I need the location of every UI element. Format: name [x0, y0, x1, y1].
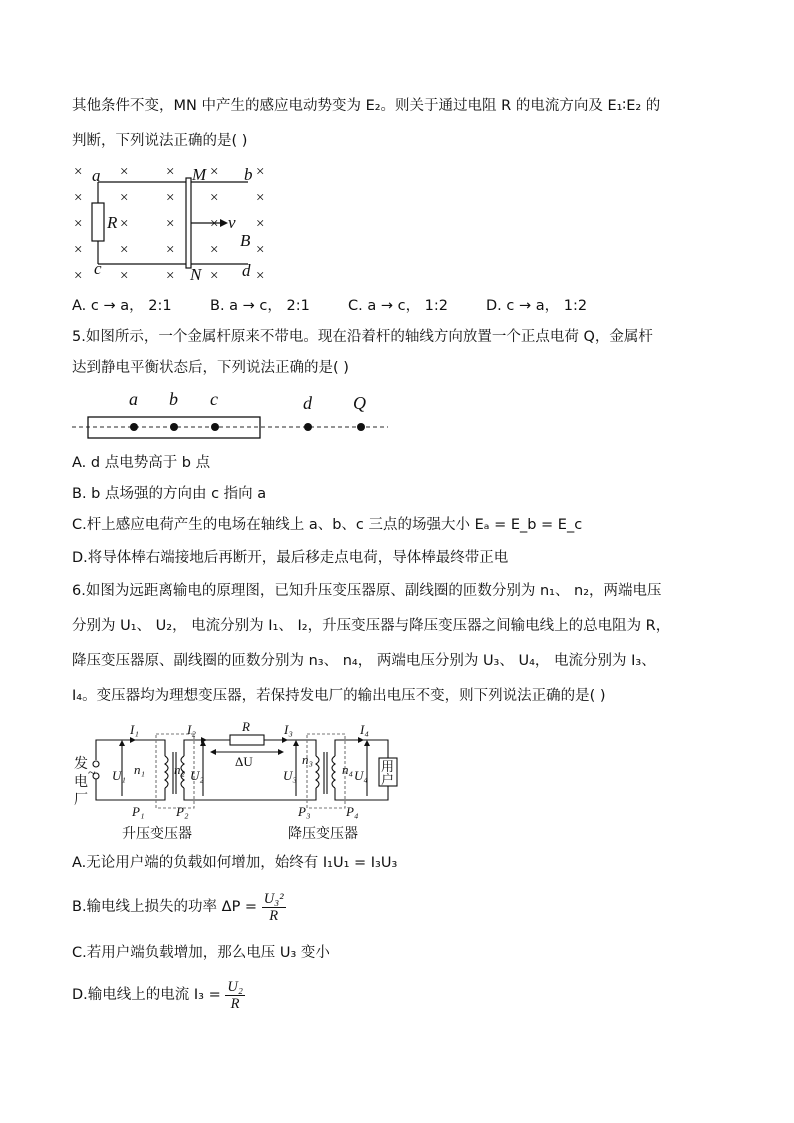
- cross-mark: ×: [74, 268, 83, 284]
- velocity-arrowhead: [220, 219, 228, 227]
- cross-mark: ×: [74, 190, 83, 206]
- cross-mark: ×: [256, 268, 265, 284]
- label-d: d: [242, 261, 251, 280]
- q6-stem-line2: 分别为 U₁、 U₂， 电流分别为 I₁、 I₂，升压变压器与降压变压器之间输电线上的总电阻为 R，: [72, 618, 671, 634]
- fraction-numerator: U₃²: [263, 890, 284, 907]
- label-n2: n₂: [174, 762, 186, 777]
- cross-mark: ×: [210, 242, 219, 258]
- label-v: v: [228, 213, 236, 232]
- label-u1: U₁: [112, 768, 126, 783]
- label-p4: P₄: [346, 804, 359, 819]
- label-i1: I₁: [130, 722, 139, 737]
- label-b: b: [169, 389, 178, 409]
- label-p3: P₃: [298, 804, 311, 819]
- q5-figure-metal-rod: [70, 385, 390, 445]
- q5-stem-line2: 达到静电平衡状态后，下列说法正确的是( ): [72, 360, 349, 376]
- label-generator-1: 发: [74, 757, 88, 772]
- label-a: a: [129, 389, 138, 409]
- label-u2: U₂: [190, 768, 204, 783]
- q4-stem-line2: 判断，下列说法正确的是( ): [72, 133, 248, 149]
- cross-mark: ×: [166, 268, 175, 284]
- cross-mark: ×: [74, 242, 83, 258]
- label-n3: n₃: [302, 752, 314, 767]
- option-b-text: B.输电线上损失的功率 ΔP =: [72, 899, 258, 915]
- point-b: [170, 423, 178, 431]
- cross-mark: ×: [256, 190, 265, 206]
- cross-mark: ×: [166, 242, 175, 258]
- label-b-field: B: [240, 231, 251, 250]
- q6-figure-power-transmission: [70, 716, 420, 844]
- cross-mark: ×: [210, 164, 219, 180]
- label-d: d: [303, 393, 312, 413]
- q5-option-a[interactable]: A. d 点电势高于 b 点: [72, 455, 211, 471]
- rod-mn: [186, 178, 191, 268]
- q6-option-a[interactable]: A.无论用户端的负载如何增加，始终有 I₁U₁ = I₃U₃: [72, 855, 398, 871]
- point-d: [304, 423, 312, 431]
- label-u4: U₄: [354, 768, 368, 783]
- label-i4: I₄: [360, 722, 369, 737]
- label-u3: U₃: [283, 768, 297, 783]
- cross-mark: ×: [120, 216, 129, 232]
- q5-stem-line1: 5.如图所示，一个金属杆原来不带电。现在沿着杆的轴线方向放置一个正点电荷 Q，金属杆: [72, 329, 653, 345]
- q6-stem-line1: 6.如图为远距离输电的原理图，已知升压变压器原、副线圈的匝数分别为 n₁、 n₂，两端电压: [72, 583, 662, 599]
- cross-mark: ×: [210, 190, 219, 206]
- q4-stem-line1: 其他条件不变，MN 中产生的感应电动势变为 E₂。则关于通过电阻 R 的电流方向及 E₁∶E₂ 的: [72, 98, 661, 114]
- label-c: c: [210, 389, 218, 409]
- q6-option-b[interactable]: [72, 890, 286, 924]
- cross-mark: ×: [74, 216, 83, 232]
- label-n: N: [190, 265, 202, 284]
- label-generator-3: 厂: [74, 793, 88, 808]
- cross-mark: ×: [256, 242, 265, 258]
- cross-mark: ×: [74, 164, 83, 180]
- option-d[interactable]: D. c → a， 1:2: [486, 298, 588, 314]
- cross-mark: ×: [256, 164, 265, 180]
- label-q: Q: [353, 393, 366, 413]
- label-i2: I₂: [187, 722, 196, 737]
- label-step-down-transformer: 降压变压器: [288, 827, 358, 842]
- q5-option-c[interactable]: C.杆上感应电荷产生的电场在轴线上 a、b、c 三点的场强大小 Eₐ = E_b = E_c: [72, 517, 583, 533]
- label-i3: I₃: [284, 722, 293, 737]
- option-b-fraction: [262, 891, 286, 924]
- cross-mark: ×: [120, 164, 129, 180]
- q6-option-d[interactable]: [72, 978, 245, 1012]
- label-generator-2: 电: [74, 775, 88, 790]
- option-a[interactable]: A. c → a， 2:1: [72, 298, 172, 314]
- q5-option-b[interactable]: B. b 点场强的方向由 c 指向 a: [72, 486, 267, 502]
- label-p1: P₁: [132, 804, 145, 819]
- q6-stem-line3: 降压变压器原、副线圈的匝数分别为 n₃、 n₄， 两端电压分别为 U₃、 U₄， 电流分别为 I₃、: [72, 653, 656, 669]
- resistor-r: [92, 203, 104, 241]
- fraction-denominator: R: [269, 907, 279, 924]
- charge-q: [357, 423, 365, 431]
- label-r: R: [107, 213, 118, 232]
- label-user-2: 户: [381, 772, 395, 787]
- q4-figure-rails-magnetic-field: [70, 158, 280, 288]
- q6-stem-line4: I₄。变压器均为理想变压器，若保持发电厂的输出电压不变，则下列说法正确的是( ): [72, 688, 606, 704]
- fraction-denominator: R: [230, 995, 240, 1012]
- label-n1: n₁: [134, 762, 146, 777]
- cross-mark: ×: [120, 242, 129, 258]
- cross-mark: ×: [256, 216, 265, 232]
- label-r: R: [242, 719, 250, 734]
- cross-mark: ×: [210, 216, 219, 232]
- label-c: c: [94, 259, 102, 278]
- label-delta-u: ΔU: [235, 754, 253, 769]
- label-n4: n₄: [342, 762, 354, 777]
- fraction-numerator: U₂: [227, 978, 243, 995]
- label-p2: P₂: [176, 804, 189, 819]
- label-m: M: [192, 165, 207, 184]
- ac-symbol: ~: [88, 766, 96, 781]
- point-c: [211, 423, 219, 431]
- cross-mark: ×: [120, 190, 129, 206]
- option-d-text: D.输电线上的电流 I₃ =: [72, 987, 221, 1003]
- q4-options: [72, 296, 587, 316]
- point-a: [130, 423, 138, 431]
- cross-mark: ×: [210, 268, 219, 284]
- cross-mark: ×: [166, 190, 175, 206]
- q6-option-c[interactable]: C.若用户端负载增加，那么电压 U₃ 变小: [72, 945, 330, 961]
- label-step-up-transformer: 升压变压器: [122, 827, 192, 842]
- label-user-1: 用: [381, 759, 395, 774]
- q5-option-d[interactable]: D.将导体棒右端接地后再断开，最后移走点电荷，导体棒最终带正电: [72, 550, 509, 566]
- option-b[interactable]: B. a → c， 2:1: [210, 298, 310, 314]
- cross-mark: ×: [166, 164, 175, 180]
- label-a: a: [92, 166, 101, 185]
- cross-mark: ×: [120, 268, 129, 284]
- option-c[interactable]: C. a → c， 1:2: [348, 298, 449, 314]
- label-b: b: [244, 165, 253, 184]
- option-d-fraction: [225, 979, 245, 1012]
- cross-mark: ×: [166, 216, 175, 232]
